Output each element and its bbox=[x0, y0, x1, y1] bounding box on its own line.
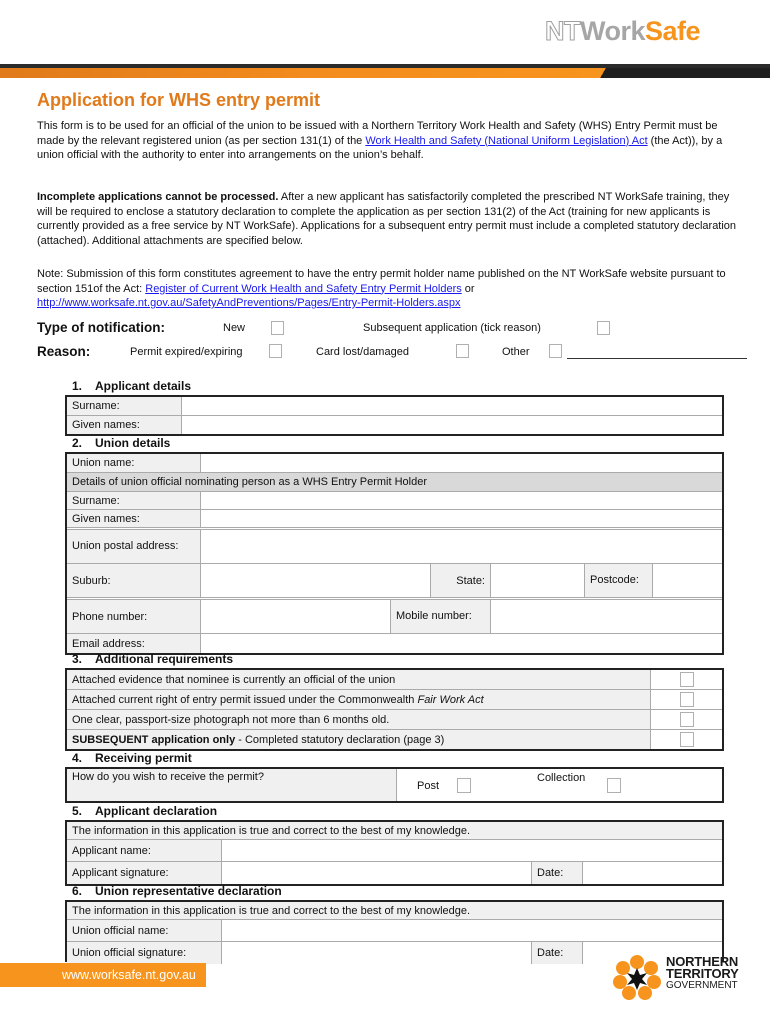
email-address-label: Email address: bbox=[67, 634, 201, 653]
requirement-checkbox-cell bbox=[651, 690, 722, 709]
ntg-line-territory: TERRITORY bbox=[666, 966, 739, 981]
intro-paragraph-2 bbox=[37, 190, 737, 248]
receiving-permit-table bbox=[65, 767, 724, 803]
requirement-checkbox-cell bbox=[651, 710, 722, 729]
table-row bbox=[67, 730, 722, 749]
state-label: State: bbox=[431, 564, 491, 597]
incomplete-warning: Incomplete applications cannot be processed. bbox=[37, 191, 279, 203]
section-number: 3. bbox=[72, 652, 83, 666]
table-row bbox=[67, 397, 722, 416]
intro-text: After a new applicant has satisfactorily completed the prescribed NT WorkSafe training, they will be required to enclose a statutory declaration to complete the application as per section 131(2) of the Act (training for new applicants is currently provided as a free service by NT WorkSafe). Applications for a subsequent entry permit must include a completed statutory declaration (attached). Additional attachments are specified below. bbox=[37, 191, 737, 247]
subsequent-label: Subsequent application (tick reason) bbox=[363, 322, 541, 334]
section-title: Applicant declaration bbox=[95, 804, 218, 818]
permit-expired-label: Permit expired/expiring bbox=[130, 346, 243, 358]
requirement-checkbox-cell bbox=[651, 670, 722, 689]
worksafe-url[interactable]: www.worksafe.nt.gov.au bbox=[62, 968, 196, 982]
receive-permit-question: How do you wish to receive the permit? bbox=[67, 769, 397, 801]
section-number: 2. bbox=[72, 436, 83, 450]
card-lost-checkbox[interactable] bbox=[456, 344, 469, 358]
date-label: Date: bbox=[532, 862, 583, 884]
banner-orange-stripe bbox=[0, 68, 770, 78]
applicant-name-input[interactable] bbox=[222, 840, 722, 861]
card-lost-label: Card lost/damaged bbox=[316, 346, 409, 358]
section-number: 4. bbox=[72, 751, 83, 765]
page-title: Application for WHS entry permit bbox=[37, 90, 321, 110]
suburb-input[interactable] bbox=[201, 564, 431, 597]
table-row bbox=[67, 840, 722, 862]
declaration-statement: The information in this application is true and correct to the best of my knowledge. bbox=[67, 822, 722, 839]
table-row bbox=[67, 634, 722, 653]
requirement-text: One clear, passport-size photograph not more than 6 months old. bbox=[67, 710, 651, 729]
ntg-line-northern: NORTHERN bbox=[666, 954, 739, 969]
intro-paragraph-note bbox=[37, 267, 737, 311]
union-name-input[interactable] bbox=[201, 454, 722, 472]
postcode-input[interactable] bbox=[653, 564, 722, 597]
declaration-statement: The information in this application is true and correct to the best of my knowledge. bbox=[67, 902, 722, 919]
logo-work: Work bbox=[580, 16, 646, 46]
surname-label: Surname: bbox=[67, 492, 201, 509]
section-title: Receiving permit bbox=[95, 751, 192, 765]
union-name-label: Union name: bbox=[67, 454, 201, 472]
section-6-heading bbox=[72, 884, 282, 898]
table-row bbox=[67, 473, 722, 492]
banner-diagonal bbox=[596, 68, 610, 78]
requirement-checkbox-cell bbox=[651, 730, 722, 749]
ntg-wordmark bbox=[666, 956, 739, 992]
section-4-heading bbox=[72, 751, 192, 765]
receive-options bbox=[397, 769, 722, 801]
table-row bbox=[67, 416, 722, 434]
email-address-input[interactable] bbox=[201, 634, 722, 653]
union-details-table bbox=[65, 452, 724, 655]
requirement-text-part: Attached current right of entry permit issued under the Commonwealth bbox=[72, 693, 415, 706]
table-row bbox=[67, 670, 722, 690]
table-row bbox=[67, 600, 722, 634]
new-checkbox[interactable] bbox=[271, 321, 284, 335]
nominating-official-header: Details of union official nominating person as a WHS Entry Permit Holder bbox=[67, 473, 722, 491]
other-reason-input[interactable] bbox=[567, 358, 747, 359]
other-label: Other bbox=[502, 346, 530, 358]
mobile-number-input[interactable] bbox=[491, 600, 722, 633]
table-row bbox=[67, 530, 722, 564]
section-1-heading bbox=[72, 379, 191, 393]
reason-label: Reason: bbox=[37, 344, 91, 359]
nt-flower-icon bbox=[612, 954, 662, 1000]
fair-work-act-italic: Fair Work Act bbox=[417, 693, 484, 706]
applicant-details-table bbox=[65, 395, 724, 436]
header-banner bbox=[0, 64, 770, 78]
requirement-text-part: - Completed statutory declaration (page 3) bbox=[235, 733, 445, 746]
evidence-checkbox[interactable] bbox=[680, 672, 694, 687]
whs-act-link[interactable]: Work Health and Safety (National Uniform Legislation) Act bbox=[365, 134, 648, 147]
given-names-label: Given names: bbox=[67, 416, 182, 434]
union-official-name-input[interactable] bbox=[222, 920, 722, 941]
statutory-declaration-checkbox[interactable] bbox=[680, 732, 694, 747]
table-row bbox=[67, 920, 722, 942]
phone-number-label: Phone number: bbox=[67, 600, 201, 633]
applicant-given-names-input[interactable] bbox=[182, 416, 722, 434]
surname-label: Surname: bbox=[67, 397, 182, 415]
photograph-checkbox[interactable] bbox=[680, 712, 694, 727]
requirement-text: Attached evidence that nominee is currently an official of the union bbox=[67, 670, 651, 689]
requirement-text bbox=[67, 690, 651, 709]
postcode-label: Postcode: bbox=[585, 564, 653, 597]
subsequent-checkbox[interactable] bbox=[597, 321, 610, 335]
mobile-number-label: Mobile number: bbox=[391, 600, 491, 633]
applicant-date-input[interactable] bbox=[583, 862, 722, 884]
section-title: Applicant details bbox=[95, 379, 192, 393]
section-3-heading bbox=[72, 652, 233, 666]
post-checkbox[interactable] bbox=[457, 778, 471, 793]
union-official-signature-input[interactable] bbox=[222, 942, 532, 964]
official-surname-input[interactable] bbox=[201, 492, 722, 509]
section-number: 1. bbox=[72, 379, 83, 393]
applicant-name-label: Applicant name: bbox=[67, 840, 222, 861]
table-row bbox=[67, 710, 722, 730]
union-official-name-label: Union official name: bbox=[67, 920, 222, 941]
official-given-names-input[interactable] bbox=[201, 510, 722, 527]
section-title: Union details bbox=[95, 436, 171, 450]
section-title: Union representative declaration bbox=[95, 884, 282, 898]
ntworksafe-logo bbox=[545, 18, 700, 45]
table-row bbox=[67, 902, 722, 920]
entry-permit-holders-url-link[interactable]: http://www.worksafe.nt.gov.au/SafetyAndPreventions/Pages/Entry-Permit-Holders.aspx bbox=[37, 297, 461, 309]
intro-text: (the Act)), by a union official with the authority to enter into arrangements on the union’s behalf. bbox=[37, 134, 723, 161]
applicant-surname-input[interactable] bbox=[182, 397, 722, 415]
collection-checkbox[interactable] bbox=[607, 778, 621, 793]
applicant-signature-input[interactable] bbox=[222, 862, 532, 884]
subsequent-only-bold: SUBSEQUENT application only bbox=[72, 733, 236, 746]
table-row bbox=[67, 564, 722, 600]
note-text: Note: Submission of this form constitutes agreement to have the entry permit holder name published on the NT WorkSafe website pursuant to section 151of the Act: bbox=[37, 268, 726, 295]
post-label: Post bbox=[417, 780, 440, 792]
given-names-label: Given names: bbox=[67, 510, 201, 527]
state-input[interactable] bbox=[491, 564, 585, 597]
table-row bbox=[67, 822, 722, 840]
applicant-signature-label: Applicant signature: bbox=[67, 862, 222, 884]
footer-url-bar bbox=[0, 963, 206, 987]
logo-safe: Safe bbox=[645, 16, 701, 46]
section-number: 6. bbox=[72, 884, 83, 898]
ntg-line-government: GOVERNMENT bbox=[666, 980, 738, 991]
phone-number-input[interactable] bbox=[201, 600, 391, 633]
register-link[interactable]: Register of Current Work Health and Safety Entry Permit Holders bbox=[145, 282, 462, 295]
logo-nt: NT bbox=[545, 16, 580, 46]
collection-label: Collection bbox=[537, 772, 586, 784]
right-of-entry-checkbox[interactable] bbox=[680, 692, 694, 707]
section-5-heading bbox=[72, 804, 217, 818]
table-row bbox=[67, 454, 722, 473]
nt-government-logo bbox=[612, 952, 762, 1002]
intro-paragraph-1 bbox=[37, 119, 737, 163]
intro-text: This form is to be used for an official of the union to be issued with a Northern Territory Work Health and Safety (WHS) Entry Permit must be made by the relevant registered union (as per section 131(1) of the bbox=[37, 120, 718, 147]
table-row bbox=[67, 862, 722, 884]
notification-type-section bbox=[37, 318, 757, 366]
section-number: 5. bbox=[72, 804, 83, 818]
table-row bbox=[67, 492, 722, 510]
table-row bbox=[67, 690, 722, 710]
section-title: Additional requirements bbox=[95, 652, 234, 666]
date-label: Date: bbox=[532, 942, 583, 964]
applicant-declaration-table bbox=[65, 820, 724, 886]
union-official-signature-label: Union official signature: bbox=[67, 942, 222, 964]
section-2-heading bbox=[72, 436, 170, 450]
table-row bbox=[67, 510, 722, 530]
type-of-notification-label: Type of notification: bbox=[37, 320, 165, 335]
requirement-text bbox=[67, 730, 651, 749]
note-text: or bbox=[461, 282, 475, 295]
table-row bbox=[67, 769, 722, 801]
additional-requirements-table bbox=[65, 668, 724, 751]
postal-address-label: Union postal address: bbox=[67, 530, 201, 563]
postal-address-input[interactable] bbox=[201, 530, 722, 563]
suburb-label: Suburb: bbox=[67, 564, 201, 597]
other-checkbox[interactable] bbox=[549, 344, 562, 358]
new-label: New bbox=[223, 322, 246, 334]
permit-expired-checkbox[interactable] bbox=[269, 344, 282, 358]
